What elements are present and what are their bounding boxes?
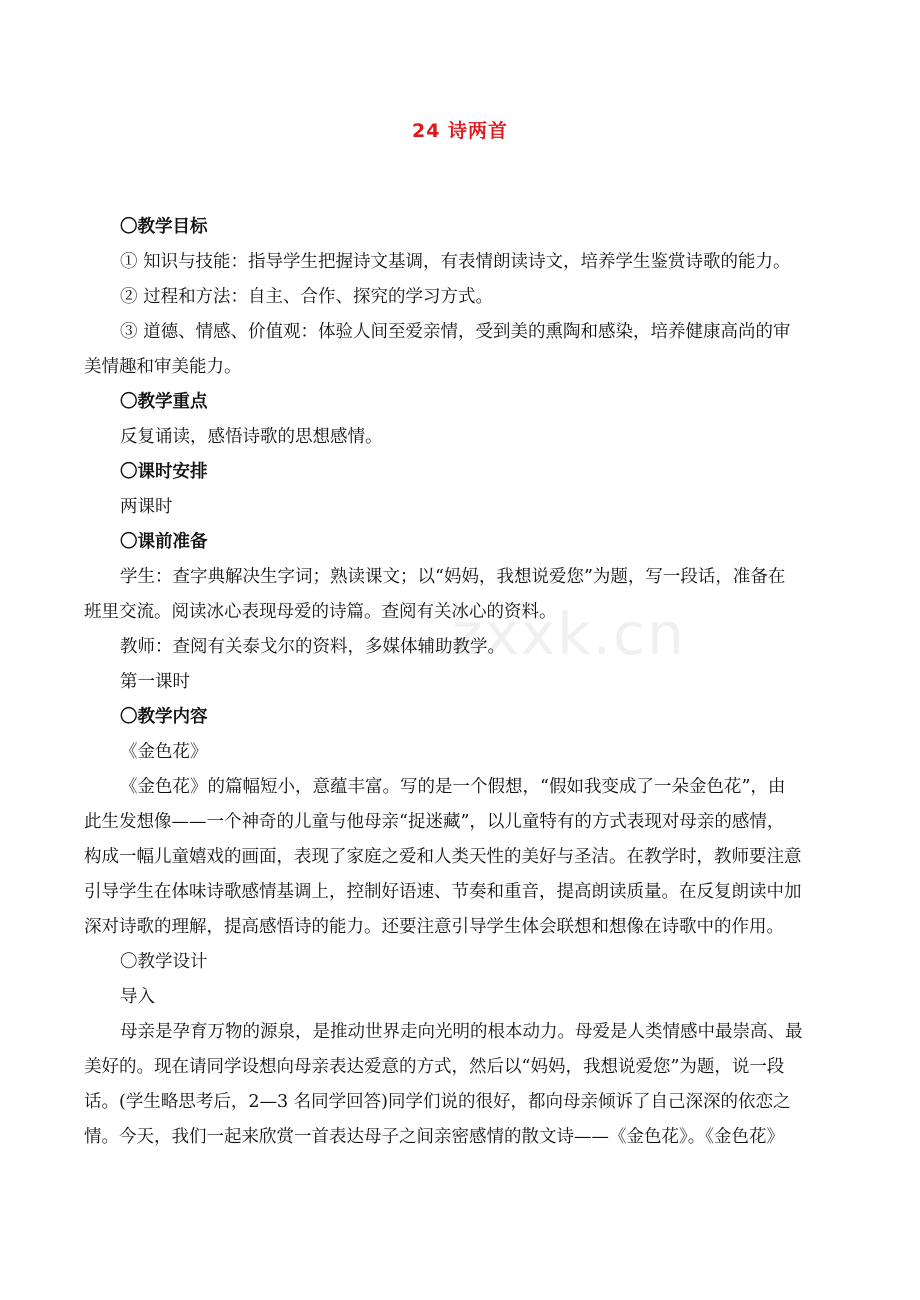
- section-heading: 〇课时安排: [120, 462, 208, 482]
- text-line: 引导学生在体味诗歌感情基调上，控制好语速、节奏和重音，提高朗读质量。在反复朗读中加: [84, 882, 802, 902]
- text-line: 第一课时: [120, 672, 190, 692]
- text-line: ② 过程和方法：自主、合作、探究的学习方式。: [120, 287, 494, 307]
- text-line: 母亲是孕育万物的源泉，是推动世界走向光明的根本动力。母爱是人类情感中最崇高、最: [120, 1022, 803, 1042]
- text-line: 《金色花》: [120, 742, 208, 762]
- watermark: zxxk.cn: [452, 600, 686, 668]
- section-heading: 〇教学目标: [120, 217, 208, 237]
- text-line: 学生：查字典解决生字词；熟读课文；以“妈妈，我想说爱您”为题，写一段话，准备在: [120, 567, 786, 587]
- text-line: 教师：查阅有关泰戈尔的资料，多媒体辅助教学。: [120, 637, 505, 657]
- text-line: 《金色花》的篇幅短小，意蕴丰富。写的是一个假想，“假如我变成了一朵金色花”，由: [120, 777, 786, 797]
- text-line: 话。(学生略思考后，2—3 名同学回答)同学们说的很好，都向母亲倾诉了自己深深的依恋之: [84, 1092, 791, 1112]
- section-heading: 〇教学内容: [120, 707, 208, 727]
- text-line: 美情趣和审美能力。: [84, 357, 242, 377]
- text-line: ③ 道德、情感、价值观：体验人间至爱亲情，受到美的熏陶和感染，培养健康高尚的审: [120, 322, 791, 342]
- body-text: [84, 210, 836, 1155]
- section-heading: 〇教学重点: [120, 392, 208, 412]
- text-line: 情。今天，我们一起来欣赏一首表达母子之间亲密感情的散文诗——《金色花》。《金色花》: [84, 1127, 784, 1147]
- text-line: 深对诗歌的理解，提高感悟诗的能力。还要注意引导学生体会联想和想像在诗歌中的作用。: [84, 917, 784, 937]
- page-title: 24 诗两首: [411, 120, 509, 142]
- text-line: 构成一幅儿童嬉戏的画面，表现了家庭之爱和人类天性的美好与圣洁。在教学时，教师要注意: [84, 847, 802, 867]
- text-line: 此生发想像——一个神奇的儿童与他母亲“捉迷藏”，以儿童特有的方式表现对母亲的感情，: [84, 812, 785, 832]
- text-line: 美好的。现在请同学设想向母亲表达爱意的方式，然后以“妈妈，我想说爱您”为题，说一段: [84, 1057, 785, 1077]
- text-line: 〇教学设计: [120, 952, 208, 972]
- text-line: 两课时: [120, 497, 173, 517]
- text-line: 导入: [120, 987, 155, 1007]
- text-line: ① 知识与技能：指导学生把握诗文基调，有表情朗读诗文，培养学生鉴赏诗歌的能力。: [120, 252, 791, 272]
- text-line: 班里交流。阅读冰心表现母爱的诗篇。查阅有关冰心的资料。: [84, 602, 557, 622]
- section-heading: 〇课前准备: [120, 532, 208, 552]
- text-line: 反复诵读，感悟诗歌的思想感情。: [120, 427, 383, 447]
